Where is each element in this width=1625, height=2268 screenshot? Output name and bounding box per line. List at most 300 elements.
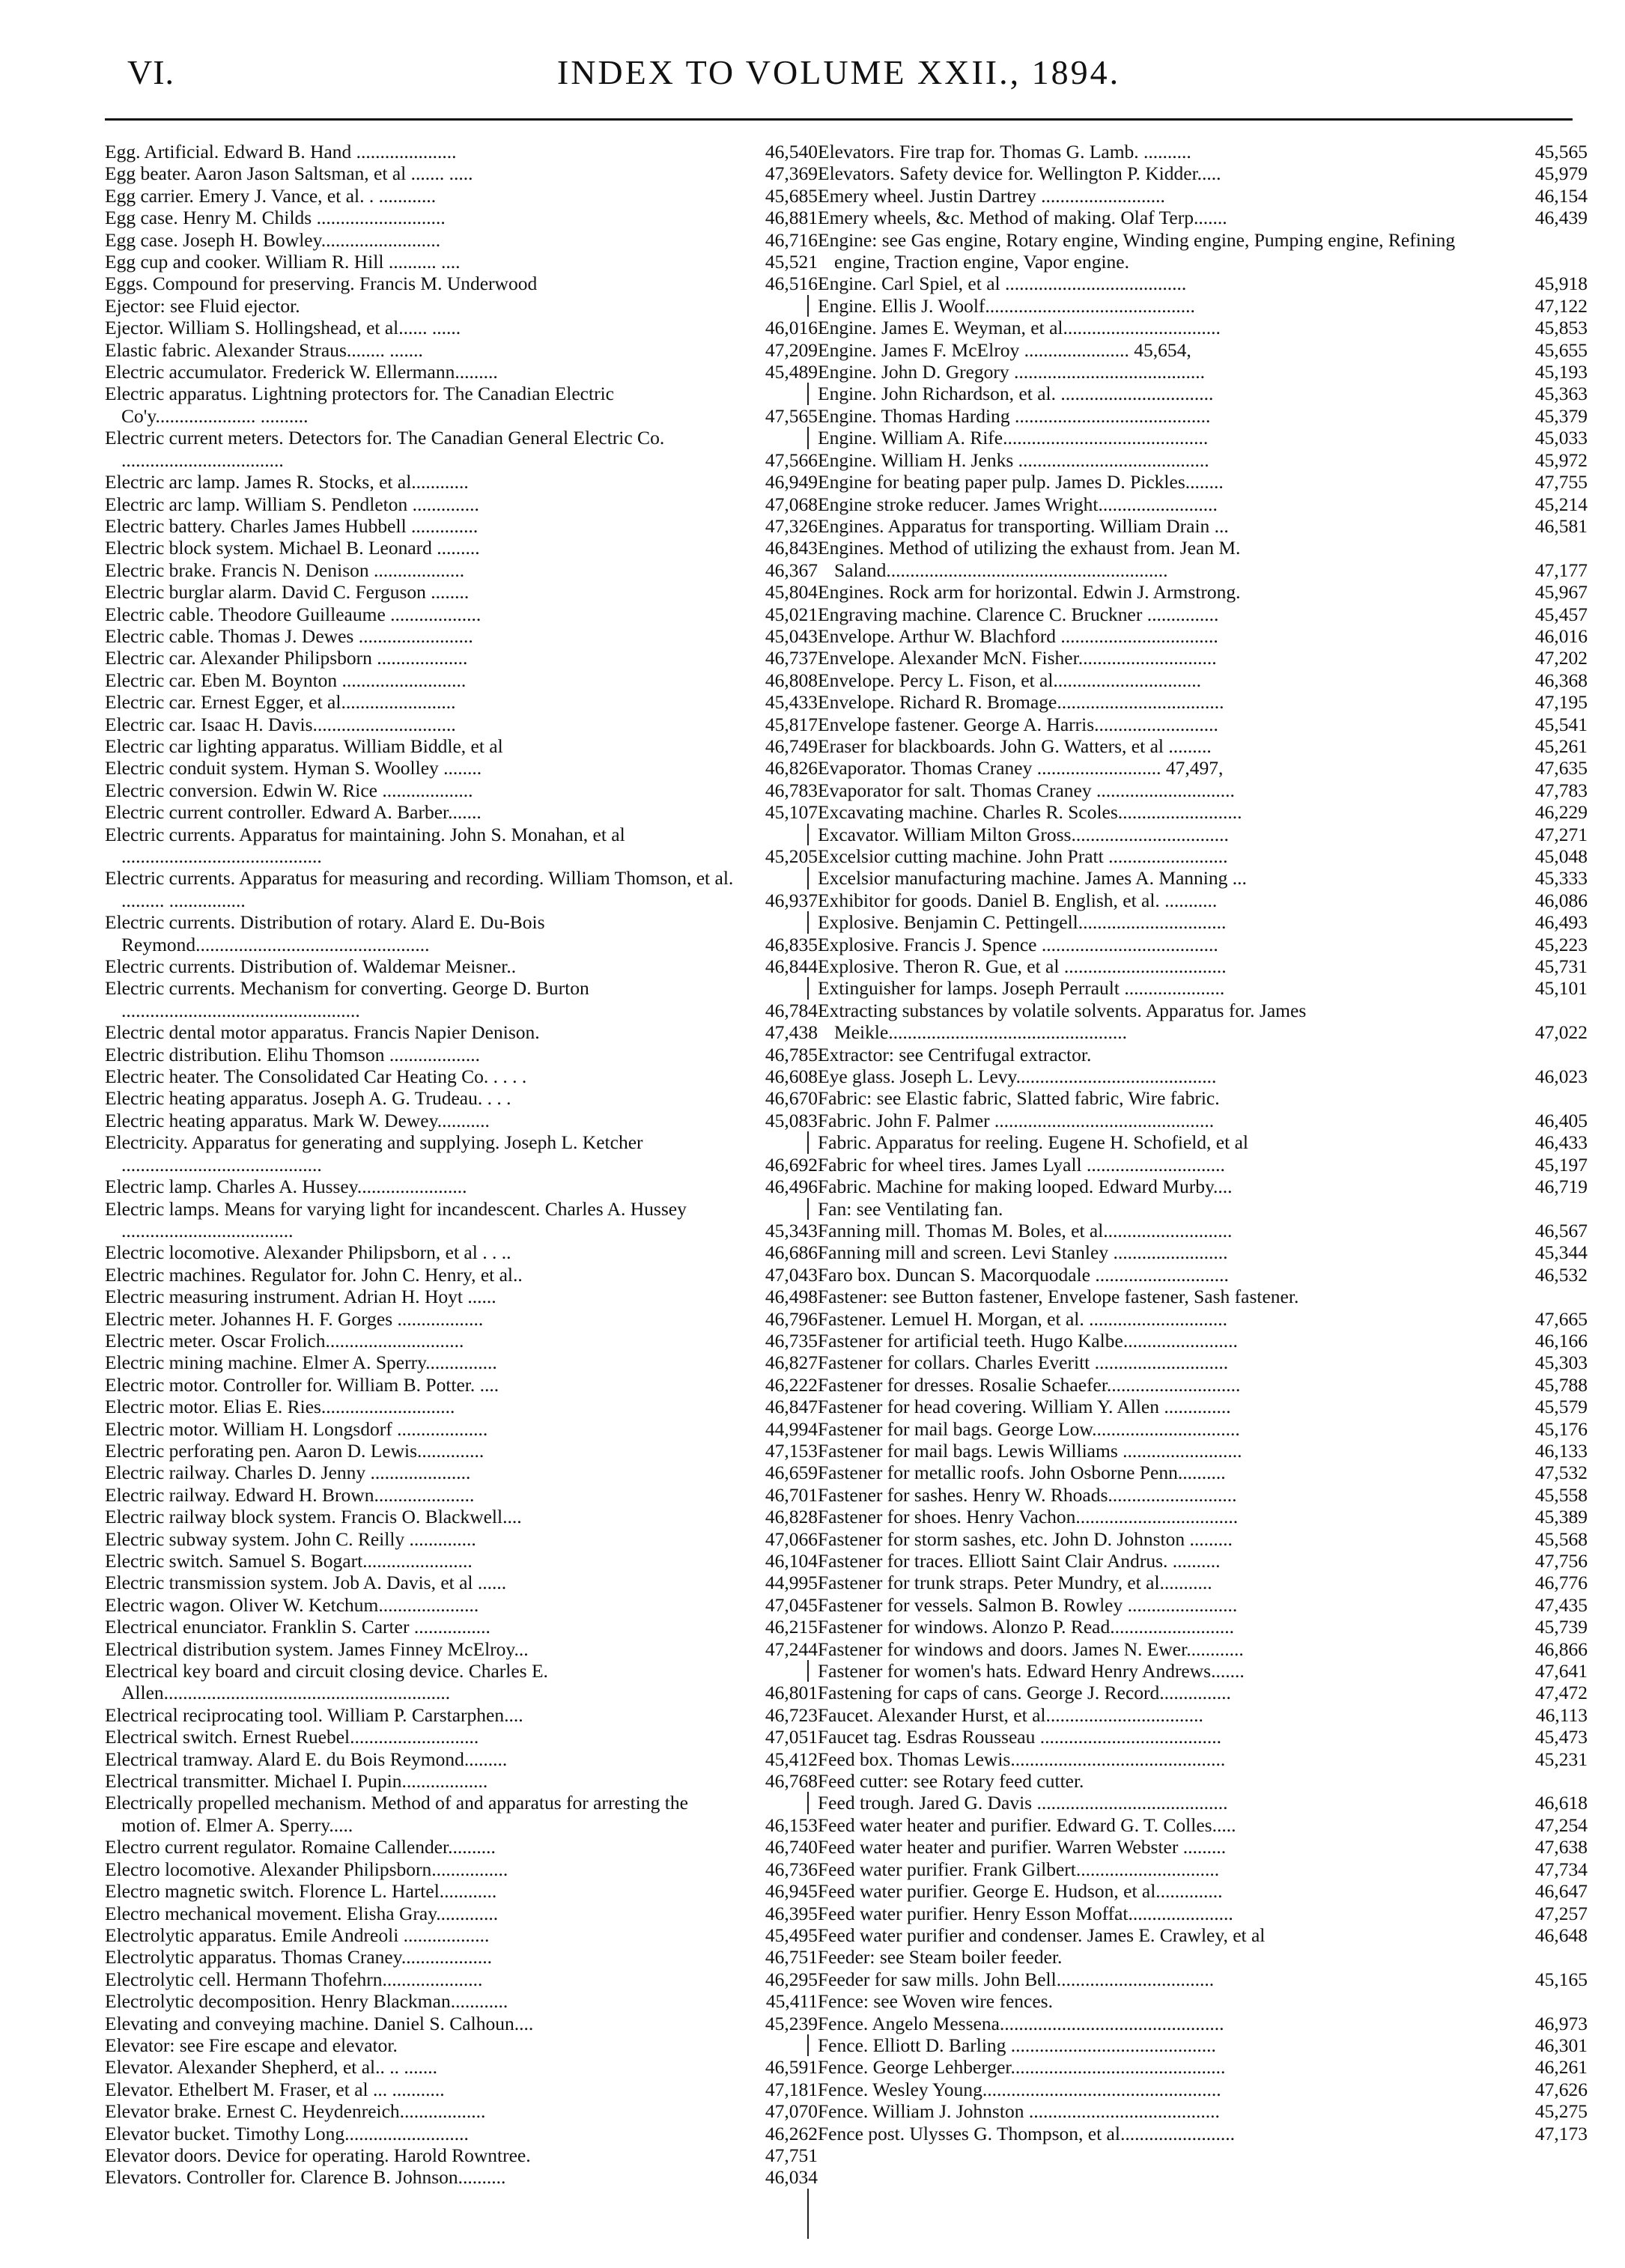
index-entry bbox=[818, 1176, 1588, 1197]
entry-text: Electric dental motor apparatus. Francis Napier Denison. bbox=[105, 1021, 540, 1044]
entry-number: 45,048 bbox=[1534, 845, 1588, 867]
index-entry bbox=[105, 647, 818, 669]
index-entry bbox=[105, 251, 818, 273]
index-entry bbox=[105, 1198, 818, 1242]
index-entry bbox=[818, 1748, 1588, 1770]
entry-number: 46,949 bbox=[765, 471, 818, 493]
index-entry bbox=[105, 2123, 818, 2144]
entry-number: 46,016 bbox=[1534, 624, 1588, 647]
entry-text: Fence. William J. Johnston ........................................ bbox=[818, 2100, 1220, 2123]
index-entry bbox=[105, 295, 818, 317]
entry-number: 46,222 bbox=[765, 1373, 818, 1396]
index-entry bbox=[105, 714, 818, 735]
entry-text: Electric accumulator. Frederick W. Ellermann......... bbox=[105, 361, 498, 383]
index-column-right bbox=[818, 141, 1588, 2144]
entry-text: Electric currents. Apparatus for maintaining. John S. Monahan, et al .......................................... bbox=[105, 823, 625, 867]
entry-text: Fabric. Apparatus for reeling. Eugene H. Schofield, et al bbox=[818, 1131, 1248, 1154]
entry-text: Egg carrier. Emery J. Vance, et al. . ............ bbox=[105, 184, 437, 207]
entry-number: 46,844 bbox=[765, 955, 818, 978]
index-entry bbox=[818, 1440, 1588, 1462]
entry-number: 45,333 bbox=[1534, 867, 1588, 890]
entry-text: Electro current regulator. Romaine Callender.......... bbox=[105, 1836, 496, 1858]
index-entry bbox=[105, 604, 818, 625]
entry-text: Fabric: see Elastic fabric, Slatted fabric, Wire fabric. bbox=[818, 1087, 1220, 1110]
index-entry bbox=[818, 1903, 1588, 1924]
entry-number: 45,731 bbox=[1534, 955, 1588, 978]
index-entry bbox=[818, 1836, 1588, 1858]
entry-number: 46,692 bbox=[765, 1153, 818, 1176]
entry-number: 45,021 bbox=[765, 603, 818, 625]
page-number: VI. bbox=[127, 53, 175, 91]
entry-text: Electric car. Alexander Philipsborn ................... bbox=[105, 647, 468, 669]
index-entry bbox=[818, 1946, 1588, 1968]
entry-text: Evaporator. Thomas Craney .......................... 47,497, bbox=[818, 757, 1224, 779]
index-entry bbox=[818, 1264, 1588, 1286]
entry-text: Fastener for windows and doors. James N. Ewer............ bbox=[818, 1638, 1244, 1660]
index-entry bbox=[105, 1044, 818, 1065]
entry-text: Envelope. Richard R. Bromage................................... bbox=[818, 691, 1224, 714]
index-entry bbox=[818, 1528, 1588, 1550]
index-entry bbox=[105, 1968, 818, 1990]
entry-text: Elevator doors. Device for operating. Harold Rowntree. bbox=[105, 2144, 531, 2166]
index-entry bbox=[105, 1176, 818, 1197]
index-entry bbox=[105, 2056, 818, 2078]
index-entry bbox=[818, 955, 1588, 977]
entry-text: Emery wheels, &c. Method of making. Olaf Terp....... bbox=[818, 207, 1227, 229]
index-entry bbox=[818, 1880, 1588, 1902]
entry-text: Electric heater. The Consolidated Car Heating Co. . . . . bbox=[105, 1065, 527, 1088]
entry-number: 45,853 bbox=[1534, 317, 1588, 339]
index-entry bbox=[105, 1858, 818, 1880]
entry-text: Fastener for dresses. Rosalie Schaefer............................ bbox=[818, 1373, 1241, 1396]
entry-text: Eggs. Compound for preserving. Francis M. Underwood bbox=[105, 273, 538, 295]
entry-number: 47,122 bbox=[1534, 294, 1588, 317]
index-entry bbox=[818, 779, 1588, 801]
entry-text: Elevators. Safety device for. Wellington P. Kidder..... bbox=[818, 162, 1221, 185]
index-entry bbox=[818, 1616, 1588, 1638]
entry-text: Elastic fabric. Alexander Straus........ ....... bbox=[105, 338, 423, 361]
entry-text: Engine. John D. Gregory ........................................ bbox=[818, 361, 1206, 383]
entry-text: Evaporator for salt. Thomas Craney ............................. bbox=[818, 779, 1235, 801]
entry-number: 45,411 bbox=[765, 1990, 818, 2013]
entry-number: 46,686 bbox=[765, 1241, 818, 1264]
entry-number: 47,066 bbox=[765, 1527, 818, 1550]
index-entry bbox=[818, 1396, 1588, 1417]
entry-number: 47,369 bbox=[765, 162, 818, 185]
entry-number: 45,972 bbox=[1534, 449, 1588, 471]
entry-number: 45,918 bbox=[1534, 273, 1588, 295]
index-entry bbox=[105, 779, 818, 801]
index-entry bbox=[105, 185, 818, 207]
entry-number: 45,433 bbox=[765, 691, 818, 714]
entry-text: Electric subway system. John C. Reilly .............. bbox=[105, 1527, 476, 1550]
index-entry bbox=[105, 1990, 818, 2012]
entry-number: 45,193 bbox=[1534, 361, 1588, 383]
entry-number: 45,379 bbox=[1534, 404, 1588, 427]
entry-number: 46,016 bbox=[765, 317, 818, 339]
entry-number: 47,635 bbox=[1534, 757, 1588, 779]
entry-text: Electrolytic apparatus. Thomas Craney................... bbox=[105, 1946, 492, 1968]
index-entry bbox=[105, 1264, 818, 1286]
entry-text: Electric arc lamp. James R. Stocks, et al............ bbox=[105, 471, 469, 493]
entry-number: 47,755 bbox=[1534, 471, 1588, 493]
entry-text: Egg. Artificial. Edward B. Hand ..................... bbox=[105, 141, 457, 162]
entry-number: 46,086 bbox=[1534, 889, 1588, 911]
entry-text: Eye glass. Joseph L. Levy.......................................... bbox=[818, 1065, 1217, 1088]
entry-number: 45,197 bbox=[1534, 1153, 1588, 1176]
entry-text: Fence. Elliott D. Barling ........................................... bbox=[818, 2034, 1216, 2056]
index-entry bbox=[818, 1418, 1588, 1440]
entry-number: 47,022 bbox=[1534, 1021, 1588, 1044]
entry-text: Elevator bucket. Timothy Long.......................... bbox=[105, 2122, 469, 2144]
index-entry bbox=[105, 1726, 818, 1748]
entry-number: 46,133 bbox=[1534, 1439, 1588, 1462]
entry-text: Elevators. Controller for. Clarence B. Johnson.......... bbox=[105, 2166, 506, 2189]
entry-text: Extractor: see Centrifugal extractor. bbox=[818, 1043, 1092, 1065]
entry-text: Egg case. Henry M. Childs ........................... bbox=[105, 207, 446, 229]
index-entry bbox=[818, 1660, 1588, 1682]
entry-number: 45,083 bbox=[765, 1109, 818, 1131]
entry-number: 46,740 bbox=[765, 1836, 818, 1858]
entry-text: Extinguisher for lamps. Joseph Perrault ..................... bbox=[818, 977, 1225, 1000]
index-entry bbox=[818, 625, 1588, 647]
entry-text: Fence. George Lehberger............................................. bbox=[818, 2056, 1226, 2079]
entry-text: Electric currents. Apparatus for measuring and recording. William Thomson, et al. ......... ................ bbox=[105, 867, 734, 911]
index-entry bbox=[818, 757, 1588, 779]
entry-text: Electric burglar alarm. David C. Ferguson ........ bbox=[105, 581, 470, 604]
index-entry bbox=[818, 2034, 1588, 2056]
index-entry bbox=[818, 1352, 1588, 1373]
entry-number: 45,165 bbox=[1534, 1968, 1588, 1990]
entry-number: 47,181 bbox=[765, 2078, 818, 2100]
entry-number: 46,735 bbox=[765, 1329, 818, 1352]
entry-number: 45,558 bbox=[1534, 1483, 1588, 1506]
entry-number: 46,368 bbox=[1534, 669, 1588, 691]
entry-number: 47,043 bbox=[765, 1263, 818, 1286]
entry-text: Electric railway block system. Francis O. Blackwell.... bbox=[105, 1506, 522, 1528]
entry-text: Engine. Ellis J. Woolf............................................ bbox=[818, 294, 1195, 317]
entry-number: 45,231 bbox=[1534, 1748, 1588, 1770]
entry-number: 47,244 bbox=[765, 1638, 818, 1660]
entry-number: 45,303 bbox=[1534, 1352, 1588, 1374]
entry-number: 46,719 bbox=[1534, 1176, 1588, 1198]
entry-number: 46,736 bbox=[765, 1858, 818, 1880]
entry-text: Explosive. Theron R. Gue, et al .................................. bbox=[818, 955, 1227, 978]
entry-number: 47,438 bbox=[765, 1021, 818, 1044]
entry-text: Electrical transmitter. Michael I. Pupin.................. bbox=[105, 1770, 488, 1793]
entry-text: Electrical distribution system. James Finney McElroy... bbox=[105, 1638, 529, 1660]
entry-number: 46,783 bbox=[765, 779, 818, 801]
index-entry bbox=[818, 1484, 1588, 1506]
entry-number: 45,568 bbox=[1534, 1527, 1588, 1550]
index-entry bbox=[818, 471, 1588, 493]
index-entry bbox=[818, 295, 1588, 317]
index-entry bbox=[105, 1241, 818, 1263]
entry-number: 46,648 bbox=[1534, 1924, 1588, 1946]
entry-text: Explosive. Francis J. Spence ..................................... bbox=[818, 933, 1218, 955]
entry-text: Electric block system. Michael B. Leonard ......... bbox=[105, 537, 480, 559]
entry-text: Fastening for caps of cans. George J. Record............... bbox=[818, 1682, 1231, 1704]
entry-text: Fastener for vessels. Salmon B. Rowley ....................... bbox=[818, 1593, 1238, 1616]
index-entry bbox=[818, 977, 1588, 999]
index-entry bbox=[105, 1660, 818, 1704]
index-entry bbox=[818, 669, 1588, 691]
index-entry bbox=[105, 2034, 818, 2056]
entry-number: 46,540 bbox=[765, 141, 818, 162]
entry-number: 45,389 bbox=[1534, 1506, 1588, 1528]
index-entry bbox=[105, 1131, 818, 1176]
entry-number: 45,223 bbox=[1534, 933, 1588, 955]
entry-text: Fastener for head covering. William Y. Allen .............. bbox=[818, 1396, 1231, 1418]
index-entry bbox=[818, 162, 1588, 184]
index-entry bbox=[818, 1682, 1588, 1703]
index-entry bbox=[818, 229, 1588, 273]
entry-number: 47,783 bbox=[1534, 779, 1588, 801]
entry-text: Electric motor. Controller for. William B. Potter. .... bbox=[105, 1373, 499, 1396]
entry-number: 46,749 bbox=[765, 735, 818, 757]
entry-number: 46,659 bbox=[765, 1462, 818, 1484]
entry-text: Fastener: see Button fastener, Envelope fastener, Sash fastener. bbox=[818, 1286, 1299, 1308]
entry-text: Electrical key board and circuit closing device. Charles E. Allen............................................................ bbox=[105, 1660, 548, 1704]
index-entry bbox=[105, 1594, 818, 1616]
entry-number: 45,979 bbox=[1534, 162, 1588, 185]
entry-text: Electric lamp. Charles A. Hussey....................... bbox=[105, 1176, 467, 1198]
entry-text: Feeder for saw mills. John Bell................................. bbox=[818, 1968, 1215, 1990]
entry-number: 46,826 bbox=[765, 757, 818, 779]
index-entry bbox=[105, 1792, 818, 1836]
index-entry bbox=[818, 714, 1588, 735]
index-entry bbox=[818, 1241, 1588, 1263]
entry-number: 47,271 bbox=[1534, 823, 1588, 845]
index-entry bbox=[105, 273, 818, 294]
entry-number: 45,804 bbox=[765, 581, 818, 604]
entry-number: 46,023 bbox=[1534, 1065, 1588, 1088]
entry-number: 45,214 bbox=[1534, 493, 1588, 515]
index-entry bbox=[105, 1528, 818, 1550]
entry-text: Electric perforating pen. Aaron D. Lewis.............. bbox=[105, 1439, 485, 1462]
entry-number: 46,937 bbox=[765, 889, 818, 911]
entry-number: 47,626 bbox=[1534, 2078, 1588, 2100]
entry-text: Elevator: see Fire escape and elevator. bbox=[105, 2034, 398, 2056]
entry-number: 46,945 bbox=[765, 1880, 818, 1903]
index-entry bbox=[818, 207, 1588, 228]
entry-number: 46,405 bbox=[1534, 1109, 1588, 1131]
entry-number: 45,565 bbox=[1534, 141, 1588, 162]
index-entry bbox=[818, 890, 1588, 911]
entry-number: 46,493 bbox=[1534, 911, 1588, 934]
entry-number: 45,967 bbox=[1534, 581, 1588, 604]
index-entry bbox=[818, 735, 1588, 757]
entry-text: Feed water purifier. Henry Esson Moffat...................... bbox=[818, 1902, 1233, 1924]
entry-number: 46,608 bbox=[765, 1065, 818, 1088]
index-entry bbox=[818, 1924, 1588, 1946]
entry-number: 45,043 bbox=[765, 624, 818, 647]
entry-text: Feed box. Thomas Lewis............................................. bbox=[818, 1748, 1226, 1770]
entry-number: 47,665 bbox=[1534, 1307, 1588, 1330]
index-entry bbox=[818, 449, 1588, 471]
entry-number: 45,473 bbox=[1534, 1726, 1588, 1748]
entry-number: 45,261 bbox=[1534, 735, 1588, 757]
entry-text: Fence post. Ulysses G. Thompson, et al........................ bbox=[818, 2122, 1235, 2144]
index-column-left bbox=[105, 141, 818, 2189]
index-entry bbox=[105, 427, 818, 471]
entry-number: 46,301 bbox=[1534, 2034, 1588, 2056]
entry-text: Eraser for blackboards. John G. Watters, et al ......... bbox=[818, 735, 1212, 757]
index-entry bbox=[105, 2013, 818, 2034]
index-entry bbox=[818, 515, 1588, 537]
entry-number: 46,808 bbox=[765, 669, 818, 691]
entry-text: Engines. Rock arm for horizontal. Edwin J. Armstrong. bbox=[818, 581, 1241, 604]
index-entry bbox=[105, 2100, 818, 2122]
index-entry bbox=[818, 1594, 1588, 1616]
index-entry bbox=[105, 1286, 818, 1307]
header-rule bbox=[105, 118, 1573, 121]
entry-text: Feed water purifier. George E. Hudson, et al.............. bbox=[818, 1880, 1223, 1903]
entry-number: 47,153 bbox=[765, 1439, 818, 1462]
entry-text: Electric mining machine. Elmer A. Sperry............... bbox=[105, 1352, 497, 1374]
index-entry bbox=[105, 471, 818, 493]
entry-text: Engine. James F. McElroy ...................... 45,654, bbox=[818, 338, 1191, 361]
entry-number: 46,104 bbox=[765, 1550, 818, 1572]
index-entry bbox=[818, 801, 1588, 823]
entry-text: Fabric for wheel tires. James Lyall ............................. bbox=[818, 1153, 1225, 1176]
entry-text: Excavating machine. Charles R. Scoles.......................... bbox=[818, 801, 1242, 824]
entry-text: Electric car. Isaac H. Davis.............................. bbox=[105, 713, 456, 735]
entry-number: 46,229 bbox=[1534, 801, 1588, 824]
entry-number: 45,457 bbox=[1534, 603, 1588, 625]
entry-text: Fastener for women's hats. Edward Henry Andrews....... bbox=[818, 1660, 1245, 1682]
entry-text: Engraving machine. Clarence C. Bruckner ............... bbox=[818, 603, 1219, 625]
entry-text: Extracting substances by volatile solvents. Apparatus for. James Meikle.................................................. bbox=[818, 999, 1307, 1044]
index-entry bbox=[818, 185, 1588, 207]
entry-number: 46,784 bbox=[765, 999, 818, 1021]
entry-text: Electrical enunciator. Franklin S. Carter ................ bbox=[105, 1616, 490, 1638]
entry-text: Electro mechanical movement. Elisha Gray............. bbox=[105, 1902, 499, 1924]
entry-text: Electric transmission system. Job A. Davis, et al ...... bbox=[105, 1572, 507, 1594]
index-entry bbox=[818, 383, 1588, 404]
entry-number: 46,843 bbox=[765, 537, 818, 559]
entry-text: Electric wagon. Oliver W. Ketchum..................... bbox=[105, 1593, 479, 1616]
index-entry bbox=[105, 515, 818, 537]
entry-number: 46,828 bbox=[765, 1506, 818, 1528]
index-entry bbox=[105, 757, 818, 779]
entry-number: 46,716 bbox=[765, 228, 818, 251]
index-entry bbox=[818, 1968, 1588, 1990]
entry-number: 45,343 bbox=[765, 1219, 818, 1241]
entry-text: Electric railway. Edward H. Brown..................... bbox=[105, 1483, 475, 1506]
index-entry bbox=[105, 1087, 818, 1109]
entry-number: 45,739 bbox=[1534, 1616, 1588, 1638]
entry-text: Electric lamps. Means for varying light for incandescent. Charles A. Hussey .................................... bbox=[105, 1197, 687, 1241]
index-entry bbox=[818, 361, 1588, 383]
index-entry bbox=[818, 1087, 1588, 1109]
entry-text: Engine. William A. Rife........................................... bbox=[818, 427, 1209, 449]
index-entry bbox=[105, 1550, 818, 1572]
entry-number: 46,581 bbox=[1534, 514, 1588, 537]
entry-text: Ejector. William S. Hollingshead, et al...... ...... bbox=[105, 317, 461, 339]
index-entry bbox=[105, 361, 818, 383]
entry-text: Electric motor. William H. Longsdorf ................... bbox=[105, 1417, 488, 1440]
entry-text: Excelsior cutting machine. John Pratt ......................... bbox=[818, 845, 1228, 867]
entry-text: Feed water purifier. Frank Gilbert.............................. bbox=[818, 1858, 1220, 1880]
index-entry bbox=[818, 1572, 1588, 1593]
entry-text: Fastener for trunk straps. Peter Mundry, et al........... bbox=[818, 1572, 1212, 1594]
entry-text: Fabric. Machine for making looped. Edward Murby.... bbox=[818, 1176, 1233, 1198]
index-entry bbox=[105, 1440, 818, 1462]
entry-text: Elevator. Alexander Shepherd, et al.. .. ....... bbox=[105, 2056, 437, 2079]
entry-text: Egg beater. Aaron Jason Saltsman, et al ....... ..... bbox=[105, 162, 473, 185]
index-entry bbox=[105, 559, 818, 581]
entry-text: Electric brake. Francis N. Denison ................... bbox=[105, 559, 465, 581]
entry-text: Fastener for shoes. Henry Vachon.................................. bbox=[818, 1506, 1239, 1528]
entry-number: 45,101 bbox=[1534, 977, 1588, 1000]
index-entry bbox=[818, 1374, 1588, 1396]
index-entry bbox=[105, 824, 818, 868]
index-entry bbox=[105, 207, 818, 228]
entry-text: Electric current meters. Detectors for. The Canadian General Electric Co. .................................. bbox=[105, 427, 665, 471]
entry-number: 45,817 bbox=[765, 713, 818, 735]
page-header bbox=[105, 45, 1573, 105]
entry-text: Engine for beating paper pulp. James D. Pickles........ bbox=[818, 471, 1224, 493]
entry-number: 47,532 bbox=[1534, 1462, 1588, 1484]
entry-text: Fabric. John F. Palmer .............................................. bbox=[818, 1109, 1215, 1131]
index-entry bbox=[818, 1770, 1588, 1792]
index-entry bbox=[105, 1308, 818, 1330]
index-entry bbox=[105, 1065, 818, 1087]
index-entry bbox=[105, 1462, 818, 1483]
index-entry bbox=[818, 493, 1588, 515]
index-entry bbox=[105, 955, 818, 977]
entry-number: 44,994 bbox=[765, 1417, 818, 1440]
entry-number: 47,756 bbox=[1534, 1550, 1588, 1572]
index-entry bbox=[818, 2079, 1588, 2100]
entry-text: Electrolytic apparatus. Emile Andreoli .................. bbox=[105, 1924, 490, 1946]
entry-number: 46,498 bbox=[765, 1286, 818, 1308]
entry-number: 45,275 bbox=[1534, 2100, 1588, 2123]
index-entry bbox=[818, 691, 1588, 713]
entry-number: 46,723 bbox=[765, 1703, 818, 1726]
entry-text: Engines. Apparatus for transporting. William Drain ... bbox=[818, 514, 1229, 537]
entry-text: Feed cutter: see Rotary feed cutter. bbox=[818, 1770, 1084, 1793]
entry-text: Electric meter. Oscar Frolich............................. bbox=[105, 1329, 464, 1352]
entry-number: 46,618 bbox=[1534, 1792, 1588, 1814]
index-entry bbox=[105, 1110, 818, 1131]
entry-text: Faucet. Alexander Hurst, et al................................. bbox=[818, 1703, 1203, 1726]
entry-number: 47,641 bbox=[1534, 1660, 1588, 1682]
entry-text: Electricity. Apparatus for generating and supplying. Joseph L. Ketcher .......................................... bbox=[105, 1131, 643, 1176]
entry-number: 46,647 bbox=[1534, 1880, 1588, 1903]
entry-number: 45,495 bbox=[765, 1924, 818, 1946]
entry-text: Engine. Thomas Harding ......................................... bbox=[818, 404, 1211, 427]
entry-number: 46,496 bbox=[765, 1176, 818, 1198]
entry-text: Electrical switch. Ernest Ruebel........................... bbox=[105, 1726, 479, 1748]
entry-text: Electric locomotive. Alexander Philipsborn, et al . . .. bbox=[105, 1241, 511, 1264]
entry-number: 46,796 bbox=[765, 1307, 818, 1330]
entry-text: Fastener for mail bags. Lewis Williams ......................... bbox=[818, 1439, 1242, 1462]
entry-text: Faro box. Duncan S. Macorquodale ............................ bbox=[818, 1263, 1229, 1286]
entry-text: Feed trough. Jared G. Davis ........................................ bbox=[818, 1792, 1228, 1814]
index-entry bbox=[105, 1352, 818, 1373]
entry-text: Fastener for traces. Elliott Saint Clair Andrus. .......... bbox=[818, 1550, 1221, 1572]
index-entry bbox=[105, 581, 818, 603]
index-entry bbox=[105, 1506, 818, 1527]
entry-text: Emery wheel. Justin Dartrey .......................... bbox=[818, 184, 1165, 207]
index-entry bbox=[105, 977, 818, 1021]
entry-number: 45,205 bbox=[765, 845, 818, 867]
entry-number: 47,472 bbox=[1534, 1682, 1588, 1704]
entry-text: Electrically propelled mechanism. Method of and apparatus for arresting the motion of. Elmer A. Sperry..... bbox=[105, 1792, 688, 1836]
entry-text: Egg cup and cooker. William R. Hill .......... .... bbox=[105, 251, 461, 273]
